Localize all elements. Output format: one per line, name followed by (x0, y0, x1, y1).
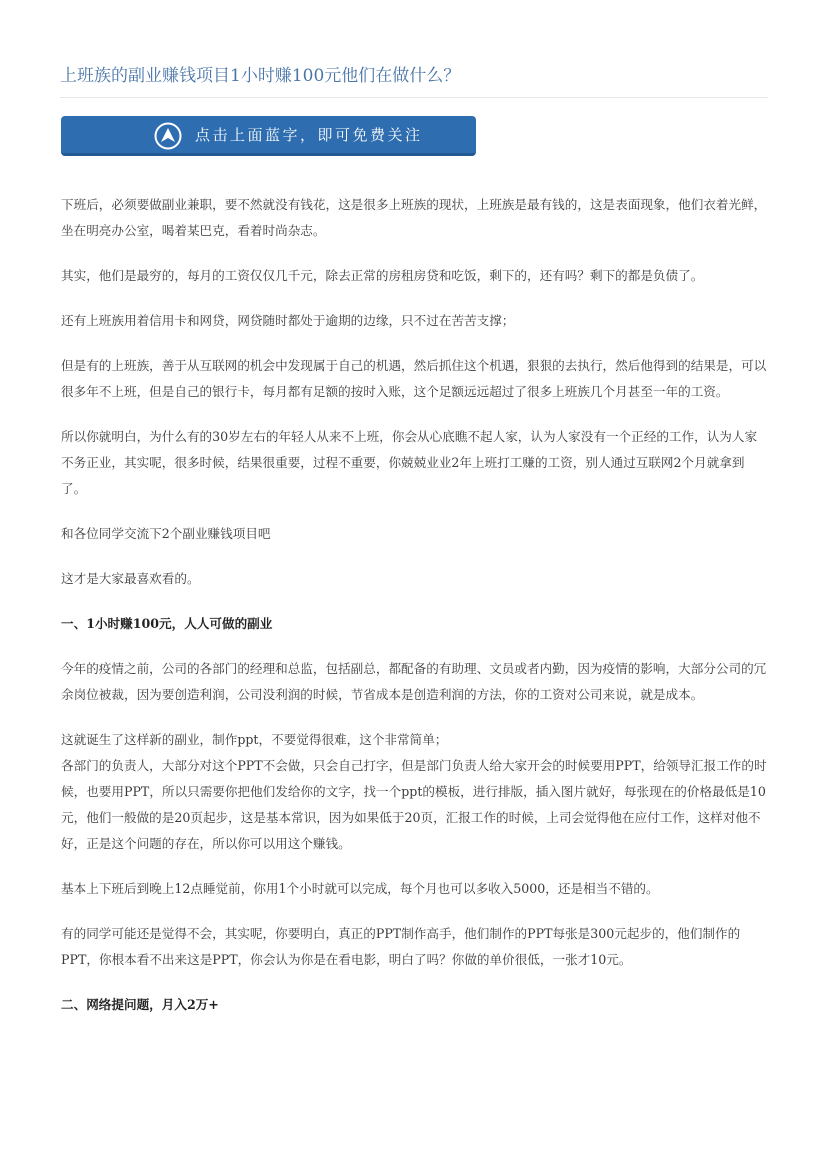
title-divider (60, 97, 768, 98)
follow-banner-button[interactable] (61, 116, 476, 156)
paragraph: 和各位同学交流下2个副业赚钱项目吧 (61, 526, 271, 541)
article-body (61, 192, 767, 1018)
paragraph: 有的同学可能还是觉得不会，其实呢，你要明白，真正的PPT制作高手，他们制作的PPT每张是300元起步的，他们制作的PPT，你根本看不出来这是PPT，你会认为你是在看电影，明白了吗？你做的单价很低，一张才10元。 (61, 926, 741, 967)
paragraph: 所以你就明白，为什么有的30岁左右的年轻人从来不上班，你会从心底瞧不起人家，认为人家没有一个正经的工作，认为人家不务正业，其实呢，很多时候，结果很重要，过程不重要，你兢兢业业2年上班打工赚的工资，别人通过互联网2个月就拿到了。 (61, 429, 758, 496)
paragraph: 各部门的负责人，大部分对这个PPT不会做，只会自己打字，但是部门负责人给大家开会的时候要用PPT，给领导汇报工作的时候，也要用PPT，所以只需要你把他们发给你的文字，找一个ppt的模板，进行排版，插入图片就好，每张现在的价格最低是10元，他们一般做的是20页起步，这是基本常识，因为如果低于20页，汇报工作的时候，上司会觉得他在应付工作，这样对他不好，正是这个问题的存在，所以你可以用这个赚钱。 (61, 758, 767, 851)
paragraph: 这才是大家最喜欢看的。 (61, 571, 200, 586)
paragraph: 今年的疫情之前，公司的各部门的经理和总监，包括副总，都配备的有助理、文员或者内勤，因为疫情的影响，大部分公司的冗余岗位被裁，因为要创造利润，公司没利润的时候，节省成本是创造利润的方法，你的工资对公司来说，就是成本。 (61, 661, 767, 702)
paragraph: 下班后，必须要做副业兼职，要不然就没有钱花，这是很多上班族的现状，上班族是最有钱的，这是表面现象，他们衣着光鲜，坐在明亮办公室，喝着某巴克，看着时尚杂志。 (61, 197, 767, 238)
section-heading: 二、网络提问题，月入2万+ (61, 997, 219, 1012)
follow-banner-label: 点击上面蓝字，即可免费关注 (195, 126, 423, 144)
paragraph: 但是有的上班族，善于从互联网的机会中发现属于自己的机遇，然后抓住这个机遇，狠狠的去执行，然后他得到的结果是，可以很多年不上班，但是自己的银行卡，每月都有足额的按时入账，这个足额远远超过了很多上班族几个月甚至一年的工资。 (61, 358, 767, 399)
section-heading: 一、1小时赚100元，人人可做的副业 (61, 616, 273, 631)
article-title: 上班族的副业赚钱项目1小时赚100元他们在做什么？ (60, 66, 461, 86)
paragraph: 其实，他们是最穷的，每月的工资仅仅几千元，除去正常的房租房贷和吃饭，剩下的，还有吗？剩下的都是负债了。 (61, 268, 704, 283)
paragraph: 这就诞生了这样新的副业，制作ppt，不要觉得很难，这个非常简单； (61, 732, 448, 747)
paragraph: 基本上下班后到晚上12点睡觉前，你用1个小时就可以完成，每个月也可以多收入5000，还是相当不错的。 (61, 881, 659, 896)
arrow-up-circle-icon (154, 122, 182, 150)
paragraph: 还有上班族用着信用卡和网贷，网贷随时都处于逾期的边缘，只不过在苦苦支撑； (61, 313, 515, 328)
